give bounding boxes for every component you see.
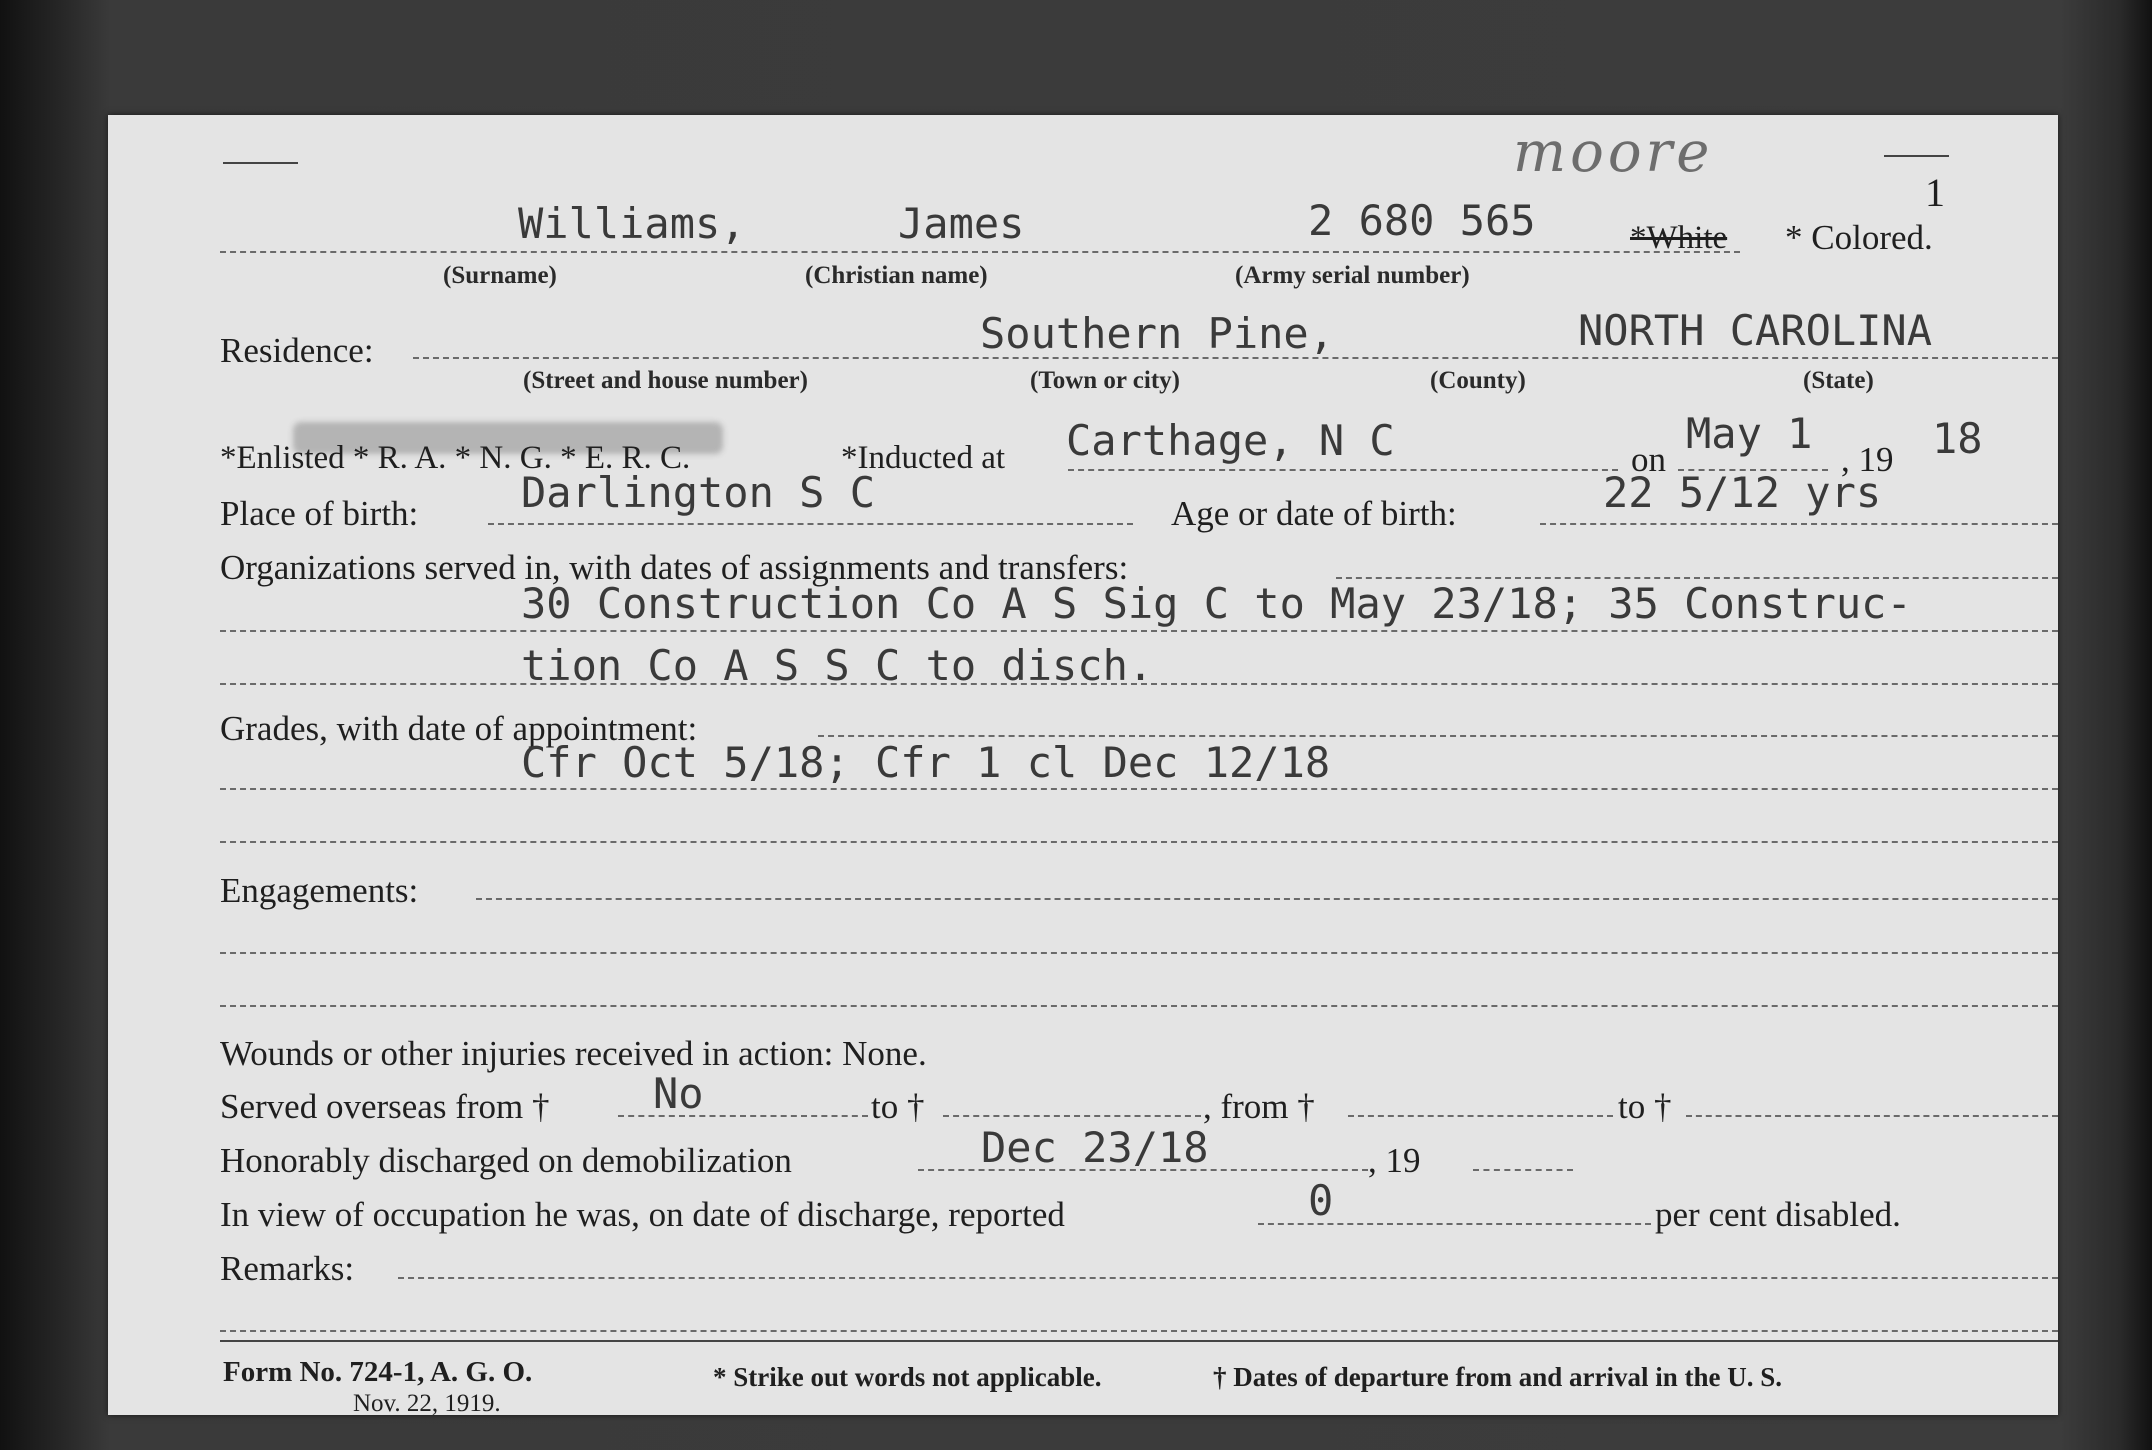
induct-year-prefix: , 19 [1841, 440, 1894, 479]
organizations-line-2: tion Co A S S C to disch. [521, 641, 1154, 690]
serial-number-value: 2 680 565 [1308, 196, 1536, 245]
induct-date: May 1 [1686, 409, 1813, 458]
race-white-label: *White [1630, 220, 1728, 256]
caption-street: (Street and house number) [523, 367, 808, 394]
overseas-to-line [943, 1115, 1201, 1117]
remarks-line-0 [398, 1277, 2058, 1279]
caption-state: (State) [1803, 367, 1874, 394]
grades-rule-2 [220, 841, 2058, 843]
induct-year: 18 [1932, 414, 1983, 463]
engagements-rule-1 [220, 952, 2058, 954]
remarks-rule-1 [220, 1330, 2058, 1332]
inducted-line [1068, 469, 1618, 471]
grades-line-1: Cfr Oct 5/18; Cfr 1 cl Dec 12/18 [521, 738, 1331, 787]
disabled-suffix: per cent disabled. [1655, 1195, 1901, 1234]
inducted-place: Carthage, N C [1066, 416, 1395, 465]
overseas-value: No [653, 1069, 704, 1118]
overseas-from-label: , from † [1203, 1087, 1315, 1126]
caption-county: (County) [1430, 367, 1526, 394]
overseas-to-line-2 [1686, 1115, 2058, 1117]
top-left-rule [223, 162, 298, 164]
grades-rule-1 [220, 788, 2058, 790]
birthplace-line [488, 523, 1133, 525]
caption-town: (Town or city) [1030, 367, 1180, 394]
overseas-label: Served overseas from † [220, 1087, 550, 1126]
overseas-from-line-2 [1348, 1115, 1613, 1117]
handwritten-annotation: moore [1513, 120, 1714, 185]
organizations-label: Organizations served in, with dates of assignments and transfers: [220, 548, 1129, 587]
occupation-label: In view of occupation he was, on date of discharge, reported [220, 1195, 1065, 1234]
caption-serial-number: (Army serial number) [1235, 262, 1470, 289]
discharge-label: Honorably discharged on demobilization [220, 1141, 792, 1180]
engagements-rule-2 [220, 1005, 2058, 1007]
overseas-to-label-2: to † [1618, 1087, 1672, 1126]
enlistment-type-label: *Enlisted * R. A. * N. G. * E. R. C. [220, 440, 691, 476]
age-value: 22 5/12 yrs [1603, 468, 1882, 517]
card-number: 1 [1925, 170, 1945, 215]
organizations-line-1: 30 Construction Co A S Sig C to May 23/18; 35 Construc- [521, 579, 1912, 628]
name-line [220, 251, 1740, 253]
christian-name-value: James [898, 199, 1025, 248]
grades-line-0 [818, 735, 2058, 737]
service-record-card [108, 115, 2058, 1415]
residence-town: Southern Pine, [980, 309, 1335, 358]
wounds-label: Wounds or other injuries received in action: None. [220, 1034, 927, 1073]
surname-value: Williams, [518, 199, 746, 248]
footer-rule [220, 1340, 2058, 1342]
discharge-date: Dec 23/18 [981, 1123, 1209, 1172]
residence-state: NORTH CAROLINA [1578, 306, 1933, 355]
discharge-year-prefix: , 19 [1368, 1141, 1421, 1180]
engagements-line-0 [476, 898, 2058, 900]
disabled-value: 0 [1308, 1176, 1334, 1225]
organizations-rule-1 [220, 630, 2058, 632]
birthplace-label: Place of birth: [220, 494, 419, 533]
birthplace-value: Darlington S C [521, 468, 876, 517]
footnote-strike-out: * Strike out words not applicable. [713, 1362, 1102, 1392]
age-line [1540, 523, 2058, 525]
caption-christian-name: (Christian name) [805, 262, 988, 289]
discharge-year-line [1473, 1169, 1573, 1171]
organizations-rule-2 [220, 683, 2058, 685]
age-label: Age or date of birth: [1171, 494, 1457, 533]
caption-surname: (Surname) [443, 262, 557, 289]
race-colored-label: * Colored. [1785, 218, 1933, 257]
remarks-label: Remarks: [220, 1249, 355, 1288]
grades-label: Grades, with date of appointment: [220, 709, 698, 748]
residence-label: Residence: [220, 331, 374, 370]
engagements-label: Engagements: [220, 871, 419, 910]
overseas-to-label: to † [871, 1087, 925, 1126]
form-date: Nov. 22, 1919. [353, 1390, 501, 1417]
inducted-label: *Inducted at [841, 440, 1006, 476]
form-number: Form No. 724-1, A. G. O. [223, 1356, 533, 1388]
footnote-dates: † Dates of departure from and arrival in the U. S. [1213, 1362, 1782, 1392]
top-right-rule [1884, 155, 1949, 157]
on-label: on [1631, 440, 1666, 479]
